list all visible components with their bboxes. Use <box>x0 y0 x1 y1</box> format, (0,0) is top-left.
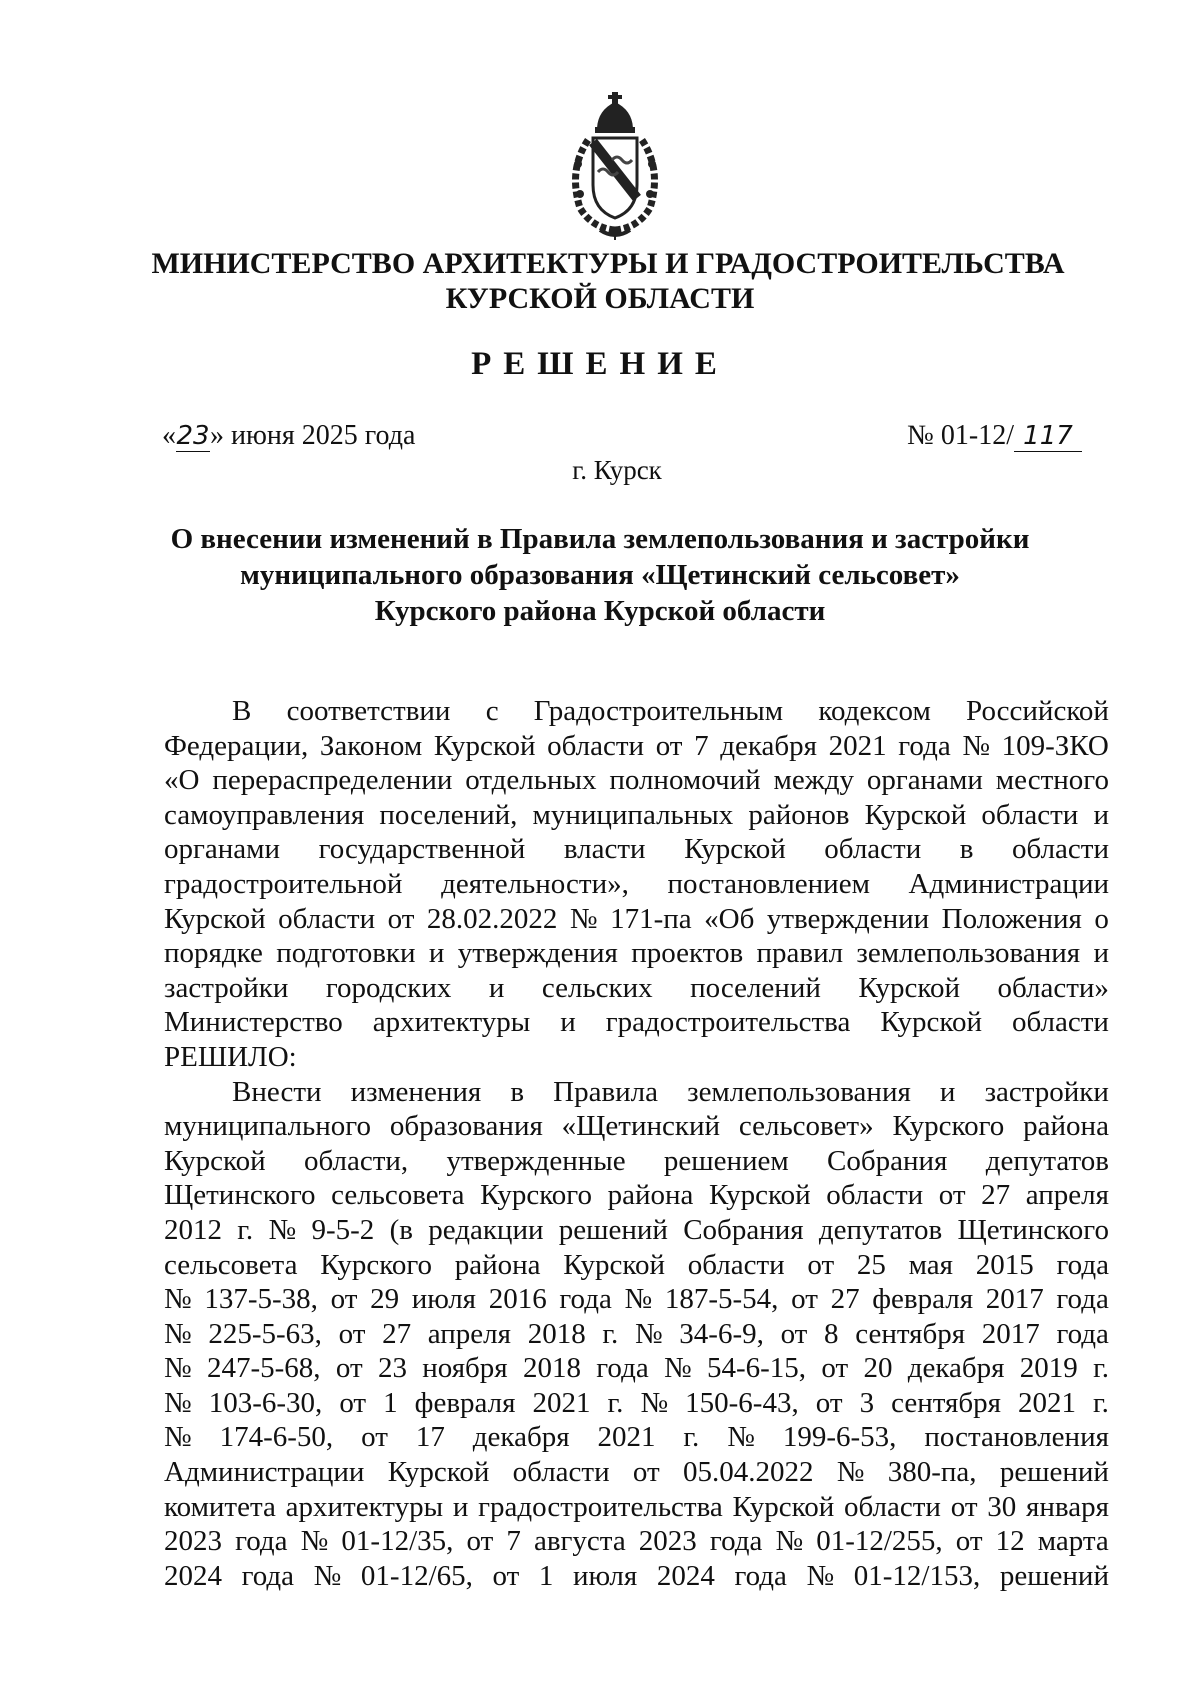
body-word: решением <box>663 1144 789 1177</box>
body-word: застройки <box>984 1075 1109 1108</box>
body-word: от <box>339 1386 367 1419</box>
body-word: 2016 <box>488 1283 547 1316</box>
body-word: Курской <box>858 971 961 1004</box>
body-word: № <box>164 1317 192 1350</box>
body-word: решений <box>999 1456 1109 1489</box>
body-word: Внести <box>232 1075 322 1108</box>
body-word: Курского <box>320 1248 433 1281</box>
body-word: Положения <box>941 902 1082 935</box>
body-word: 150-6-43, <box>685 1386 799 1419</box>
body-word: 27 <box>830 1283 860 1316</box>
body-word: 1 <box>383 1386 398 1419</box>
body-word: проектов <box>631 937 744 970</box>
body-word: поселений, <box>379 798 518 831</box>
body-line <box>164 936 1109 971</box>
document-type: РЕШЕНИЕ <box>471 346 729 382</box>
body-line <box>164 832 1109 867</box>
body-word: 187-5-54, <box>664 1283 779 1316</box>
body-line <box>164 1490 1109 1525</box>
body-word: года <box>1056 1283 1109 1316</box>
body-word: Курской <box>433 729 536 762</box>
body-word: Курской <box>880 1006 983 1039</box>
body-word: № <box>164 1283 192 1316</box>
body-word: от <box>807 1248 835 1281</box>
body-word: 380-па, <box>887 1456 977 1489</box>
body-word: Администрации <box>908 867 1109 900</box>
body-line <box>164 1455 1109 1490</box>
body-text <box>164 694 1109 1593</box>
body-word: 2017 <box>981 1317 1040 1350</box>
body-word: Администрации <box>164 1456 365 1489</box>
body-word: года <box>235 1525 288 1558</box>
body-word: года <box>559 1283 612 1316</box>
body-word: 05.04.2022 <box>682 1456 814 1489</box>
body-word: г. <box>602 1317 619 1350</box>
body-word: органами <box>866 764 983 797</box>
body-word: 2023 <box>164 1525 222 1558</box>
body-line <box>164 798 1109 833</box>
body-word: 29 <box>370 1283 400 1316</box>
body-line <box>164 1005 1109 1040</box>
body-word: 01-12/65, <box>360 1559 473 1592</box>
body-word: утверждении <box>766 902 930 935</box>
body-word: области <box>278 902 376 935</box>
body-word: № <box>268 1213 297 1246</box>
body-word: решений <box>558 1213 668 1246</box>
body-word: сельсовета <box>331 1179 465 1212</box>
body-word: года <box>734 1559 787 1592</box>
body-word: архитектуры <box>285 1490 444 1523</box>
body-word: 54-6-15, <box>706 1352 807 1385</box>
body-word: Курской <box>708 1179 811 1212</box>
body-word: области» <box>997 971 1109 1004</box>
body-word: и <box>560 1006 576 1039</box>
body-word: депутатов <box>818 1213 943 1246</box>
date-quote-open: « <box>162 420 176 451</box>
body-word: комитета <box>164 1490 276 1523</box>
body-word: «Об <box>704 902 755 935</box>
body-word: от <box>821 1352 849 1385</box>
body-word: Курской <box>164 902 266 935</box>
body-word: 171-па <box>610 902 692 935</box>
body-word: ноября <box>422 1352 508 1385</box>
body-word: № <box>775 1525 804 1558</box>
body-word: Щетинского <box>957 1213 1109 1246</box>
body-word: 199-6-53, <box>782 1421 897 1454</box>
body-word: области <box>687 1248 785 1281</box>
body-word: области <box>1012 1006 1109 1039</box>
body-word: соответствии <box>286 695 451 727</box>
body-word: архитектуры <box>372 1006 531 1039</box>
subject-line1: О внесении изменений в Правила землепользования и застройки <box>170 523 1030 555</box>
body-word: и <box>1093 937 1109 970</box>
body-word: В <box>232 695 252 727</box>
body-word: марта <box>1037 1525 1109 1558</box>
body-line <box>164 1248 1109 1283</box>
body-word: перераспределении <box>212 764 453 797</box>
body-word: 109-ЗКО <box>1001 729 1109 762</box>
body-word: года <box>709 1525 763 1558</box>
body-word: 3 <box>859 1386 875 1419</box>
body-word: от <box>815 1386 843 1419</box>
body-word: сентября <box>855 1317 966 1350</box>
body-word: 137-5-38, <box>204 1283 318 1316</box>
body-line <box>164 1282 1109 1317</box>
body-word: области <box>547 729 645 762</box>
body-word: порядке <box>164 937 263 970</box>
body-word: 2019 <box>1019 1352 1078 1385</box>
body-word: декабря <box>907 1352 1005 1385</box>
body-word: 2023 <box>638 1525 697 1558</box>
body-word: июля <box>411 1283 477 1316</box>
body-word: правил <box>756 937 844 970</box>
body-word: застройки <box>164 971 289 1004</box>
coat-of-arms-icon <box>560 90 670 242</box>
body-word: от <box>632 1456 660 1489</box>
body-word: Курской <box>684 833 786 866</box>
body-word: районов <box>748 798 850 831</box>
document-date <box>162 420 415 452</box>
body-word: № <box>624 1283 653 1316</box>
body-line <box>164 902 1109 937</box>
body-word: г. <box>1093 1386 1109 1419</box>
body-word: от <box>466 1525 494 1558</box>
body-word: постановления <box>924 1421 1109 1454</box>
body-word: решений <box>999 1559 1109 1592</box>
body-line <box>164 867 1109 902</box>
body-word: года <box>241 1559 295 1592</box>
body-line <box>164 1317 1109 1352</box>
body-word: землепользования <box>856 937 1081 970</box>
body-word: землепользования <box>687 1075 911 1108</box>
body-word: 2024 <box>164 1559 222 1592</box>
body-word: года <box>1056 1317 1109 1350</box>
number-handwritten: 117 <box>1014 421 1082 452</box>
body-word: января <box>1026 1490 1109 1523</box>
body-word: области <box>843 1490 941 1523</box>
body-word: Градостроительным <box>533 695 784 727</box>
body-word: № <box>640 1386 669 1419</box>
body-word: февраля <box>872 1283 974 1316</box>
body-word: утверждения <box>457 937 618 970</box>
body-word: Щетинского <box>164 1179 316 1212</box>
document-number <box>907 420 1082 452</box>
body-word: в <box>510 1075 525 1108</box>
body-line <box>164 1178 1109 1213</box>
body-word: г. <box>1093 1352 1109 1385</box>
body-word: № <box>164 1421 192 1454</box>
body-word: 103-6-30, <box>208 1386 323 1419</box>
body-line <box>164 1420 1109 1455</box>
body-word: полномочий <box>609 764 761 797</box>
body-word: депутатов <box>985 1144 1109 1177</box>
body-word: власти <box>563 833 646 866</box>
body-word: и <box>452 1490 469 1523</box>
body-word: отдельных <box>465 764 597 797</box>
body-word: 25 <box>856 1248 886 1281</box>
body-word: № <box>962 729 990 762</box>
body-line <box>164 763 1109 798</box>
body-word: 1 <box>538 1559 554 1592</box>
body-word: 2021 <box>532 1386 591 1419</box>
body-word: апреля <box>1025 1179 1109 1212</box>
body-word: муниципальных <box>532 798 734 831</box>
body-word: Собрания <box>827 1144 948 1177</box>
body-word: района <box>454 1248 541 1281</box>
body-word: изменения <box>350 1075 482 1108</box>
body-word: 01-12/153, <box>853 1559 981 1592</box>
body-word: от <box>950 1490 978 1523</box>
body-word: 2021 <box>597 1421 656 1454</box>
body-word: 01-12/35, <box>341 1525 454 1558</box>
body-word: 2021 <box>1017 1386 1076 1419</box>
date-month-year: » июня 2025 года <box>210 420 416 451</box>
body-word: постановлением <box>667 867 870 900</box>
body-word: области, <box>303 1144 409 1177</box>
subject-line3: Курского района Курской области <box>374 595 826 627</box>
body-word: мая <box>908 1248 954 1281</box>
body-word: сельсовета <box>164 1248 298 1281</box>
body-line <box>164 1040 1109 1075</box>
body-word: градостроительства <box>605 1006 851 1039</box>
body-word: 2012 <box>164 1213 222 1246</box>
body-line <box>164 1559 1109 1594</box>
body-word: г. <box>237 1213 254 1246</box>
body-word: года <box>596 1352 649 1385</box>
body-word: деятельности», <box>441 867 629 900</box>
document-city: г. Курск <box>572 455 662 485</box>
body-word: от <box>361 1421 388 1454</box>
body-word: от <box>955 1525 983 1558</box>
body-word: от <box>655 729 683 762</box>
body-word: Курского <box>892 1110 1005 1143</box>
subject-line2: муниципального образования «Щетинский сельсовет» <box>240 559 960 591</box>
body-word: органами <box>164 833 281 866</box>
body-word: июля <box>572 1559 638 1592</box>
body-word: от <box>335 1352 363 1385</box>
body-word: области <box>981 798 1079 831</box>
body-word: 17 <box>415 1421 445 1454</box>
body-word: Правила <box>553 1075 658 1108</box>
body-word: Собрания <box>683 1213 804 1246</box>
body-word: № <box>664 1352 692 1385</box>
body-word: подготовки <box>276 937 416 970</box>
body-word: о <box>1094 902 1109 935</box>
body-word: 225-5-63, <box>208 1317 322 1350</box>
body-word: градостроительства <box>478 1490 723 1523</box>
body-word: Курского <box>480 1179 592 1212</box>
body-word: № <box>634 1317 663 1350</box>
body-word: 27 <box>981 1179 1011 1212</box>
body-line <box>164 1524 1109 1559</box>
body-line <box>164 729 1109 764</box>
body-word: РЕШИЛО: <box>164 1040 297 1073</box>
body-word: 20 <box>863 1352 893 1385</box>
body-word: района <box>1023 1110 1109 1143</box>
body-word: февраля <box>414 1386 516 1419</box>
body-word: декабря <box>472 1421 570 1454</box>
body-word: № <box>836 1456 865 1489</box>
body-word: Курской <box>164 1144 266 1177</box>
body-word: местного <box>995 764 1109 797</box>
body-word: г. <box>607 1386 624 1419</box>
body-word: и <box>488 971 505 1004</box>
body-word: от <box>780 1317 808 1350</box>
body-word: Курской <box>563 1248 665 1281</box>
body-line <box>164 971 1109 1006</box>
body-word: декабря <box>720 729 817 762</box>
body-word: области <box>824 833 922 866</box>
body-word: городских <box>325 971 452 1004</box>
body-word: апреля <box>427 1317 511 1350</box>
body-word: в <box>959 833 974 866</box>
body-word: 2024 <box>656 1559 715 1592</box>
body-word: редакции <box>428 1213 544 1246</box>
body-word: от <box>338 1317 366 1350</box>
body-word: 2017 <box>985 1283 1044 1316</box>
body-word: 23 <box>377 1352 407 1385</box>
body-line <box>164 1109 1109 1144</box>
body-word: 12 <box>995 1525 1025 1558</box>
body-word: «Щетинский <box>561 1110 721 1143</box>
body-line <box>164 1351 1109 1386</box>
body-word: 27 <box>382 1317 412 1350</box>
body-word: области <box>826 1179 924 1212</box>
body-word: Курской <box>387 1456 490 1489</box>
body-word: Курской <box>864 798 967 831</box>
body-word: 30 <box>987 1490 1017 1523</box>
body-word: 174-6-50, <box>219 1421 334 1454</box>
ministry-name-line1: МИНИСТЕРСТВО АРХИТЕКТУРЫ И ГРАДОСТРОИТЕЛЬСТВА <box>151 247 1065 280</box>
body-word: от <box>938 1179 966 1212</box>
body-word: года <box>1056 1248 1109 1281</box>
body-word: № <box>569 902 598 935</box>
body-word: Российской <box>966 695 1109 727</box>
body-word: утвержденные <box>446 1144 626 1177</box>
body-word: № <box>806 1559 835 1592</box>
ministry-name-line2: КУРСКОЙ ОБЛАСТИ <box>445 282 755 315</box>
body-word: и <box>428 937 445 970</box>
body-word: области <box>1012 833 1109 866</box>
body-word: сельсовет» <box>738 1110 874 1143</box>
number-prefix: № 01-12/ <box>907 420 1014 451</box>
body-word: района <box>607 1179 694 1212</box>
body-line <box>164 1075 1109 1110</box>
body-word: Федерации, <box>164 729 309 762</box>
body-word: 34-6-9, <box>679 1317 764 1350</box>
body-word: года <box>898 729 951 762</box>
body-word: и <box>939 1075 956 1108</box>
body-word: самоуправления <box>164 798 365 831</box>
body-word: 28.02.2022 <box>426 902 558 935</box>
body-word: № <box>164 1352 192 1385</box>
date-day-handwritten: 23 <box>176 421 210 451</box>
body-word: поселений <box>690 971 821 1004</box>
body-word: 2021 <box>828 729 887 762</box>
body-word: (в <box>389 1213 413 1246</box>
body-word: сельских <box>541 971 653 1004</box>
body-word: Законом <box>319 729 423 762</box>
body-line <box>164 694 1109 729</box>
body-word: от <box>330 1283 358 1316</box>
body-word: от <box>492 1559 520 1592</box>
body-word: № <box>164 1386 192 1419</box>
body-word: области <box>512 1456 610 1489</box>
body-word: «О <box>164 764 200 797</box>
body-word: г. <box>683 1421 700 1454</box>
body-word: 9-5-2 <box>311 1213 375 1246</box>
body-word: образования <box>389 1110 543 1143</box>
body-word: 2015 <box>975 1248 1034 1281</box>
body-line <box>164 1144 1109 1179</box>
body-word: 8 <box>824 1317 839 1350</box>
body-word: 01-12/255, <box>816 1525 943 1558</box>
body-line <box>164 1213 1109 1248</box>
body-word: муниципального <box>164 1110 371 1143</box>
body-word: государственной <box>318 833 526 866</box>
body-word: 2018 <box>522 1352 581 1385</box>
body-word: № <box>300 1525 329 1558</box>
body-word: между <box>773 764 855 797</box>
body-word: Министерство <box>164 1006 343 1039</box>
body-word: Курской <box>732 1490 835 1523</box>
body-word: от <box>387 902 415 935</box>
body-word: 247-5-68, <box>206 1352 321 1385</box>
body-word: кодексом <box>818 695 931 727</box>
body-word: градостроительной <box>164 867 403 900</box>
body-word: августа <box>533 1525 626 1558</box>
body-word: с <box>485 695 499 727</box>
body-word: сентября <box>891 1386 1001 1419</box>
body-word: и <box>1093 798 1109 831</box>
body-word: № <box>727 1421 755 1454</box>
body-word: от <box>791 1283 818 1316</box>
body-word: 7 <box>506 1525 521 1558</box>
body-word: 7 <box>694 729 709 762</box>
body-word: № <box>313 1559 342 1592</box>
body-word: 2018 <box>527 1317 586 1350</box>
body-line <box>164 1386 1109 1421</box>
